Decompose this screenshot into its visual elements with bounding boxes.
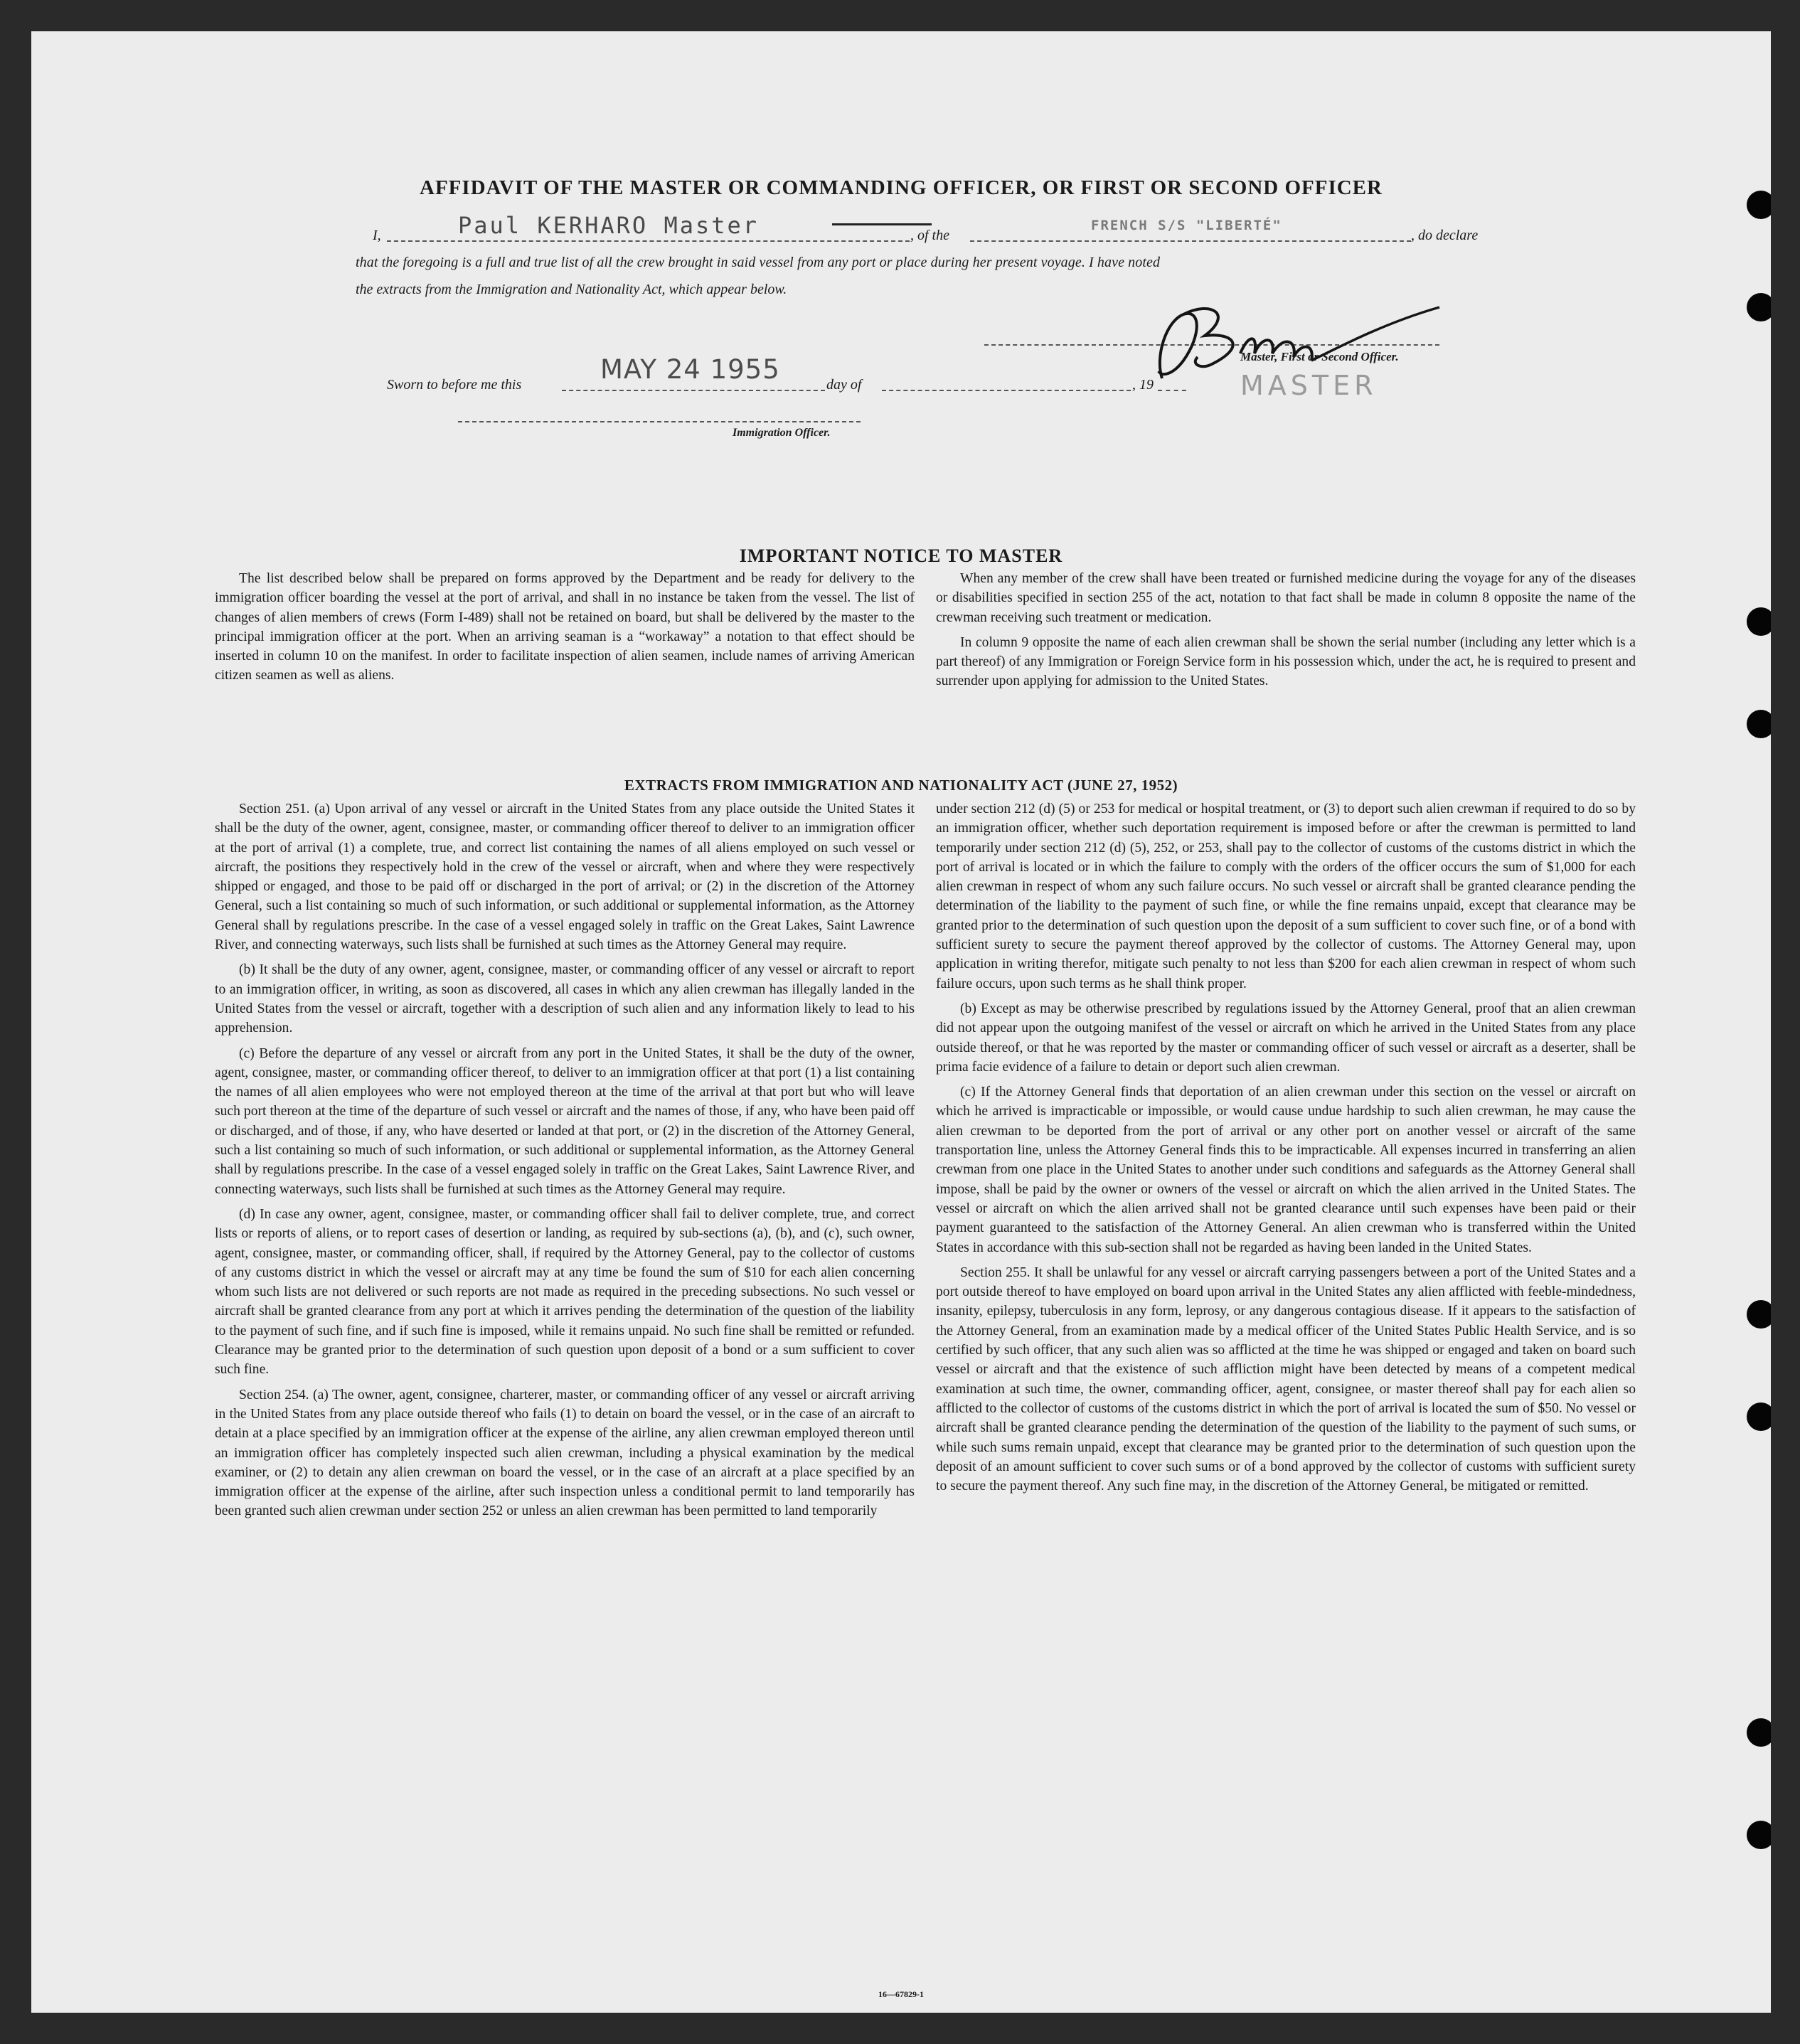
binder-hole-6	[1747, 1402, 1771, 1431]
sworn-prefix: Sworn to before me this	[387, 377, 522, 393]
section-251b-paragraph: (b) It shall be the duty of any owner, agent, consignee, master, or commanding officer of any vessel or aircraft to report to an immigration officer, in writing, as soon as discovered, all cases in which any alien crewman has illegally landed in the United States from the vessel or aircraft, together with a description of such alien and any information likely to lead to his apprehension.	[215, 962, 915, 1036]
do-declare-label: , do declare	[1411, 228, 1479, 243]
extracts-left-column	[215, 799, 915, 1527]
sworn-month-blank	[882, 390, 1131, 391]
vessel-name: FRENCH S/S "LIBERTÉ"	[1091, 218, 1282, 233]
notice-left-column	[215, 569, 915, 691]
sworn-year-blank	[1158, 390, 1186, 391]
sworn-year-prefix: , 19	[1132, 377, 1154, 393]
binder-hole-8	[1747, 1821, 1771, 1849]
binder-hole-2	[1747, 293, 1771, 321]
notice-paragraph: When any member of the crew shall have been treated or furnished medicine during the voyage for any of the diseases or disabilities specified in section 255 of the act, notation to that fact shall be made in column 8 opposite the name of the crewman receiving such treatment or medication.	[936, 571, 1636, 625]
section-254a-paragraph: Section 254. (a) The owner, agent, consignee, charterer, master, or commanding officer of any vessel or aircraft arriving in the United States from any place outside thereof who fails (1) to detain on board the vessel, or in the case of an aircraft to detain at a place specified by an immigration officer at the expense of the airline, any alien crewman employed thereon until an immigration officer has completely inspected such alien crewman, including a physical examination by the medical examiner, or (2) to detain any alien crewman on board the vessel, or in the case of an aircraft at a place specified by an immigration officer at the expense of the airline, after such inspection unless a conditional permit to land temporarily has been granted such alien crewman under section 252 or unless an alien crewman has been permitted to land temporarily	[215, 1387, 915, 1519]
binder-hole-5	[1747, 1300, 1771, 1329]
section-251a-paragraph: Section 251. (a) Upon arrival of any vessel or aircraft in the United States from any place outside the United States it shall be the duty of the owner, agent, consignee, master, or commanding officer thereof to deliver to an immigration officer at the port of arrival (1) a complete, true, and correct list containing the names of all aliens employed on such vessel or aircraft, the positions they respectively hold in the crew of the vessel or aircraft, when and where they were respectively shipped or engaged, and those to be paid off or discharged in the port of arrival; or (2) in the discretion of the Attorney General, such a list containing so much of such information, or such additional or supplemental information, as the Attorney General shall by regulations prescribe. In the case of a vessel engaged solely in traffic on the Great Lakes, Saint Lawrence River, and connecting waterways, such lists shall be furnished at such times as the Attorney General may require.	[215, 802, 915, 953]
section-255-paragraph: Section 255. It shall be unlawful for any vessel or aircraft carrying passengers between a port of the United States and a port outside thereof to have employed on board upon arrival in the United States any alien afflicted with feeble-mindedness, insanity, epilepsy, tuberculosis in any form, leprosy, or any dangerous contagious disease. If it appears to the satisfaction of the Attorney General, from an examination made by a medical officer of the United States Public Health Service, and is so certified by such officer, that any such alien was so afflicted at the time he was shipped or engaged and taken on board such vessel or aircraft and that the existence of such affliction might have been detected by means of a competent medical examination at such time, the owner, commanding officer, agent, consignee, or master thereof shall pay for each alien so afflicted to the collector of customs of the customs district in which the port of arrival is located the sum of $50. No vessel or aircraft shall be granted clearance pending the determination of the question of the liability to the payment of such sums, or while such sums remain unpaid, except that clearance may be granted prior to the determination of such question upon the deposit of an amount sufficient to cover such sums or of a bond approved by the collector of customs with sufficient surety to secure the payment thereof. Any such fine may, in the discretion of the Attorney General, be mitigated or remitted.	[936, 1265, 1636, 1494]
immigration-officer-line	[458, 421, 861, 422]
rank-stamp: MASTER	[1240, 370, 1378, 401]
binder-hole-3	[1747, 607, 1771, 636]
document-page	[31, 31, 1771, 2013]
extracts-right-column	[936, 799, 1636, 1501]
declarant-name: Paul KERHARO Master	[458, 212, 760, 239]
declarant-blank	[387, 240, 910, 242]
vessel-blank	[970, 240, 1411, 242]
section-251d-paragraph: (d) In case any owner, agent, consignee, master, or commanding officer shall fail to deliver complete, true, and correct lists or reports of aliens, or to report cases of desertion or landing, as required by sub-sections (a), (b), and (c), such owner, agent, consignee, master, or commanding officer, shall, if required by the Attorney General, pay to the collector of customs of any customs district in which the vessel or aircraft may at any time be found the sum of $10 for each alien concerning whom such lists are not delivered or such reports are not made as required in the preceding subsections. No such vessel or aircraft shall be granted clearance from any port at which it arrives pending the determination of the question of the liability to the payment of such fine, and if such fine is imposed, while it remains unpaid. No such fine shall be remitted or refunded. Clearance may be granted prior to the determination of such question upon deposit of a bond or a sum sufficient to cover such fine.	[215, 1206, 915, 1378]
officer-caption: Immigration Officer.	[733, 427, 831, 439]
sworn-date-stamp: MAY 24 1955	[600, 354, 780, 385]
declaration-text-line3: the extracts from the Immigration and Nationality Act, which appear below.	[356, 282, 787, 297]
sworn-date-blank	[562, 390, 825, 391]
affidavit-title: AFFIDAVIT OF THE MASTER OR COMMANDING OFFICER, OR FIRST OR SECOND OFFICER	[420, 176, 1383, 199]
section-251c-paragraph: (c) Before the departure of any vessel or aircraft from any port in the United States, it shall be the duty of the owner, agent, consignee, master, or commanding officer thereof, to deliver to an immigration officer at that port (1) a list containing the names of all alien employees who were not employed thereon at the time of the arrival at that port but who will leave such port thereon at the time of the departure of such vessel or aircraft and the names of those, if any, who have been paid off or discharged, and of those, if any, who have deserted or landed at that port, or (2) in the discretion of the Attorney General, such a list containing so much of such information, or such additional or supplemental information, as the Attorney General shall by regulations prescribe. In the case of a vessel engaged solely in traffic on the Great Lakes, Saint Lawrence River, and connecting waterways, such lists shall be furnished at such times as the Attorney General may require.	[215, 1045, 915, 1197]
signature-caption: Master, First or Second Officer.	[1240, 350, 1399, 363]
declarant-prefix: I,	[373, 228, 381, 243]
notice-right-column	[936, 569, 1636, 697]
notice-title: IMPORTANT NOTICE TO MASTER	[739, 545, 1063, 566]
binder-hole-7	[1747, 1718, 1771, 1747]
section-254a-continued-paragraph: under section 212 (d) (5) or 253 for medical or hospital treatment, or (3) to deport such alien crewman if required to do so by an immigration officer, whether such deportation requirement is imposed before or after the crewman is permitted to land temporarily under section 212 (d) (5), 252, or 253, shall pay to the collector of customs of the customs district in which the port of arrival is located or in which the failure to comply with the orders of the officer occurs the sum of $1,000 for each alien crewman in respect of whom any such failure occurs. No such vessel or aircraft shall be granted clearance pending the determination of the liability to the payment of such fine, or while the fine remains unpaid, except that clearance may be granted prior to the determination of such question upon the deposit of a sum sufficient to cover such fine, or of a bond with sufficient surety to secure the payment thereof approved by the collector of customs. The Attorney General may, upon application in writing therefor, mitigate such penalty to not less than $200 for each alien crewman in respect of whom such failure occurs, upon such terms as he shall think proper.	[936, 802, 1636, 991]
extracts-title: EXTRACTS FROM IMMIGRATION AND NATIONALITY ACT (JUNE 27, 1952)	[624, 777, 1178, 794]
title-divider	[832, 223, 932, 225]
section-254c-paragraph: (c) If the Attorney General finds that deportation of an alien crewman under this section on the vessel or aircraft on which he arrived is impracticable or impossible, or would cause undue hardship to such alien crewman, he may cause the alien crewman to be deported from the port of arrival or any other port on another vessel or aircraft of the same transportation line, unless the Attorney General finds this to be impracticable. All expenses incurred in transferring an alien crewman from one place in the United States to another under such conditions and safeguards as the Attorney General shall impose, shall be paid by the owner or owners of the vessel or aircraft on which the alien arrived in the United States. The vessel or aircraft on which the alien arrived shall not be granted clearance until such expenses have been paid or their payment guaranteed to the satisfaction of the Attorney General. An alien crewman who is transferred within the United States in accordance with this sub-section shall not be regarded as having been landed in the United States.	[936, 1085, 1636, 1255]
declaration-text-line2: that the foregoing is a full and true list of all the crew brought in said vessel from any port or place during her present voyage. I have noted	[356, 255, 1161, 270]
sworn-day-of: day of	[826, 377, 862, 393]
notice-paragraph: In column 9 opposite the name of each alien crewman shall be shown the serial number (including any letter which is a part thereof) of any Immigration or Foreign Service form in his possession which, under the act, he is required to present and surrender upon applying for admission to the United States.	[936, 634, 1636, 689]
binder-hole-4	[1747, 710, 1771, 738]
of-the-label: , of the	[910, 228, 949, 243]
section-254b-paragraph: (b) Except as may be otherwise prescribed by regulations issued by the Attorney General, proof that an alien crewman did not appear upon the outgoing manifest of the vessel or aircraft on which he arrived in the United States from any place outside thereof, or that he was reported by the master or commanding officer of such vessel or aircraft as a deserter, shall be prima facie evidence of a failure to detain or deport such alien crewman.	[936, 1001, 1636, 1075]
form-code: 16—67829-1	[878, 1989, 924, 1999]
notice-paragraph: The list described below shall be prepared on forms approved by the Department and be ready for delivery to the immigration officer boarding the vessel at the port of arrival, and shall in no instance be taken from the vessel. The list of changes of alien members of crews (Form I-489) shall not be retained on board, but shall be delivered by the master to the principal immigration officer at the port. When an arriving seaman is a “workaway” a notation to that effect should be inserted in column 10 on the manifest. In order to facilitate inspection of alien seamen, include names of arriving American citizen seamen as well as aliens.	[215, 571, 915, 683]
